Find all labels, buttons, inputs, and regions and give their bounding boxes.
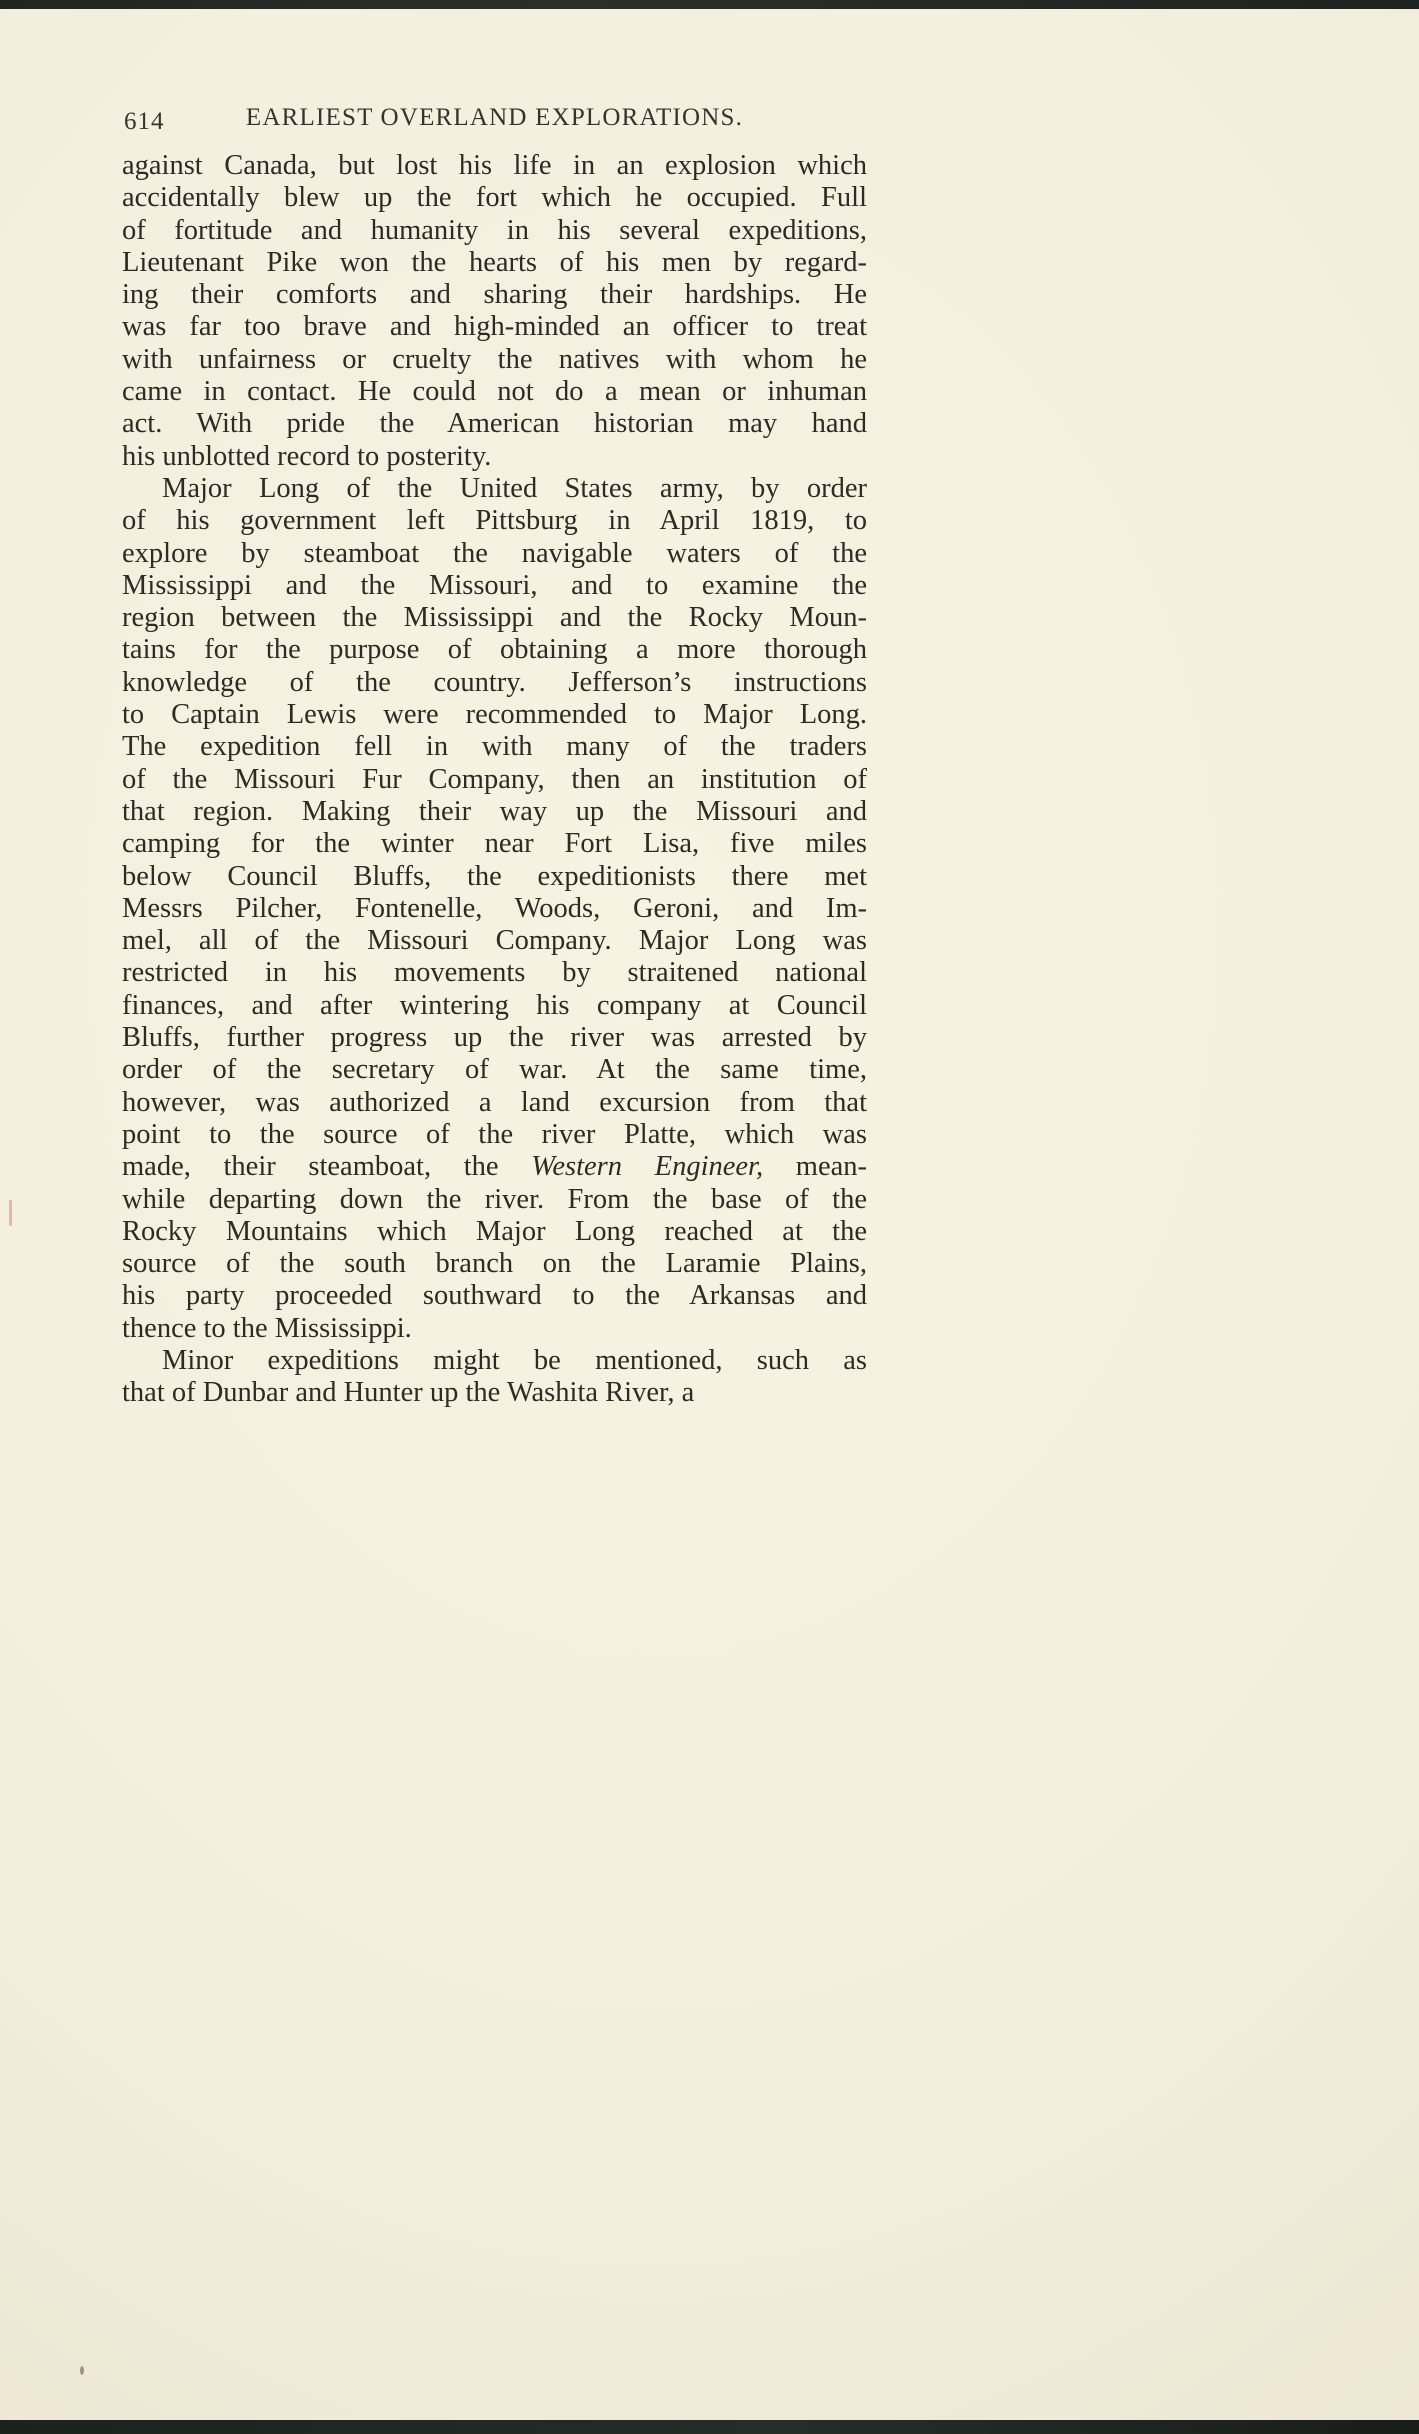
text-line	[122, 1119, 867, 1151]
text-line	[122, 828, 867, 860]
text-segment: below Council Bluffs, the expeditionists there met	[122, 860, 867, 892]
text-line	[122, 796, 867, 828]
text-segment: to Captain Lewis were recommended to Major Long.	[122, 699, 867, 731]
text-segment: Bluffs, further progress up the river was arrested by	[122, 1022, 867, 1054]
text-segment: order of the secretary of war. At the same time,	[122, 1054, 867, 1086]
text-line	[122, 634, 867, 666]
text-line	[122, 441, 867, 473]
text-segment: tains for the purpose of obtaining a more thorough	[122, 634, 867, 666]
text-segment: was far too brave and high-minded an officer to treat	[122, 311, 867, 343]
text-segment: of fortitude and humanity in his several expeditions,	[122, 214, 867, 246]
text-segment: with unfairness or cruelty the natives with whom he	[122, 343, 867, 375]
text-line	[122, 570, 867, 602]
text-line	[122, 861, 867, 893]
text-line	[122, 538, 867, 570]
scan-edge-top	[0, 0, 1419, 9]
paragraph	[122, 150, 867, 473]
text-line	[122, 1377, 867, 1409]
text-line	[122, 473, 867, 505]
paragraph	[122, 1345, 867, 1410]
text-line	[122, 279, 867, 311]
text-line	[122, 215, 867, 247]
text-segment: that region. Making their way up the Missouri and	[122, 795, 867, 827]
text-segment: Mississippi and the Missouri, and to examine the	[122, 569, 867, 601]
text-segment: finances, and after wintering his company at Council	[122, 989, 867, 1021]
text-line	[122, 505, 867, 537]
text-line	[122, 1151, 867, 1183]
text-line	[122, 311, 867, 343]
text-segment: explore by steamboat the navigable waters of the	[122, 537, 867, 569]
text-segment: his unblotted record to posterity.	[122, 440, 492, 472]
text-segment: thence to the Mississippi.	[122, 1312, 412, 1344]
running-header: EARLIEST OVERLAND EXPLORATIONS.	[245, 104, 744, 131]
text-line	[122, 247, 867, 279]
text-line	[122, 1054, 867, 1086]
text-segment: camping for the winter near Fort Lisa, five miles	[122, 828, 867, 860]
text-line	[122, 1022, 867, 1054]
text-line	[122, 408, 867, 440]
scan-artifact	[80, 2366, 84, 2375]
text-segment: his party proceeded southward to the Arkansas and	[122, 1280, 867, 1312]
text-line	[122, 602, 867, 634]
text-line	[122, 376, 867, 408]
paragraph	[122, 473, 867, 1345]
text-segment: against Canada, but lost his life in an explosion which	[122, 150, 867, 181]
text-line	[122, 344, 867, 376]
text-line	[122, 182, 867, 214]
scan-edge-bottom	[0, 2420, 1419, 2434]
text-segment: point to the source of the river Platte, which was	[122, 1118, 867, 1150]
text-line	[122, 1248, 867, 1280]
text-segment: mel, all of the Missouri Company. Major Long was	[122, 925, 867, 957]
text-line	[122, 957, 867, 989]
text-segment: Major Long of the United States army, by order	[162, 472, 867, 504]
page-number: 614	[124, 108, 165, 135]
text-segment: that of Dunbar and Hunter up the Washita River, a	[122, 1377, 695, 1409]
text-segment: Messrs Pilcher, Fontenelle, Woods, Geroni, and Im-	[122, 892, 867, 924]
text-segment: accidentally blew up the fort which he occupied. Full	[122, 182, 867, 214]
text-segment: act. With pride the American historian may hand	[122, 408, 867, 440]
text-line	[122, 150, 867, 182]
text-line	[122, 1216, 867, 1248]
text-segment: Rocky Mountains which Major Long reached at the	[122, 1215, 867, 1247]
text-line	[122, 1087, 867, 1119]
text-segment: knowledge of the country. Jefferson’s instructions	[122, 666, 867, 698]
text-segment: The expedition fell in with many of the traders	[122, 731, 867, 763]
text-segment: source of the south branch on the Laramie Plains,	[122, 1248, 867, 1280]
text-segment: while departing down the river. From the base of the	[122, 1183, 867, 1215]
text-segment: Lieutenant Pike won the hearts of his men by regard-	[122, 246, 867, 278]
page-header	[122, 104, 867, 135]
italic-text: Western Engineer,	[531, 1151, 764, 1183]
scan-artifact	[9, 1200, 12, 1226]
text-line	[122, 667, 867, 699]
page-body	[122, 150, 867, 1410]
text-segment: Minor expeditions might be mentioned, such as	[162, 1344, 867, 1376]
text-segment: region between the Mississippi and the Rocky Moun-	[122, 602, 867, 634]
text-line	[122, 990, 867, 1022]
text-line	[122, 925, 867, 957]
text-segment: came in contact. He could not do a mean or inhuman	[122, 376, 867, 408]
text-segment: made, their steamboat, the	[122, 1151, 532, 1183]
text-line	[122, 893, 867, 925]
text-segment: restricted in his movements by straitened national	[122, 957, 867, 989]
text-line	[122, 699, 867, 731]
text-line	[122, 1345, 867, 1377]
text-line	[122, 1184, 867, 1216]
text-line	[122, 1313, 867, 1345]
text-segment: of his government left Pittsburg in April 1819, to	[122, 505, 867, 537]
text-line	[122, 1280, 867, 1312]
text-line	[122, 764, 867, 796]
text-segment: mean-	[763, 1151, 867, 1183]
text-segment: however, was authorized a land excursion from that	[122, 1086, 867, 1118]
text-segment: of the Missouri Fur Company, then an institution of	[122, 763, 867, 795]
text-segment: ing their comforts and sharing their hardships. He	[122, 279, 867, 311]
text-line	[122, 731, 867, 763]
